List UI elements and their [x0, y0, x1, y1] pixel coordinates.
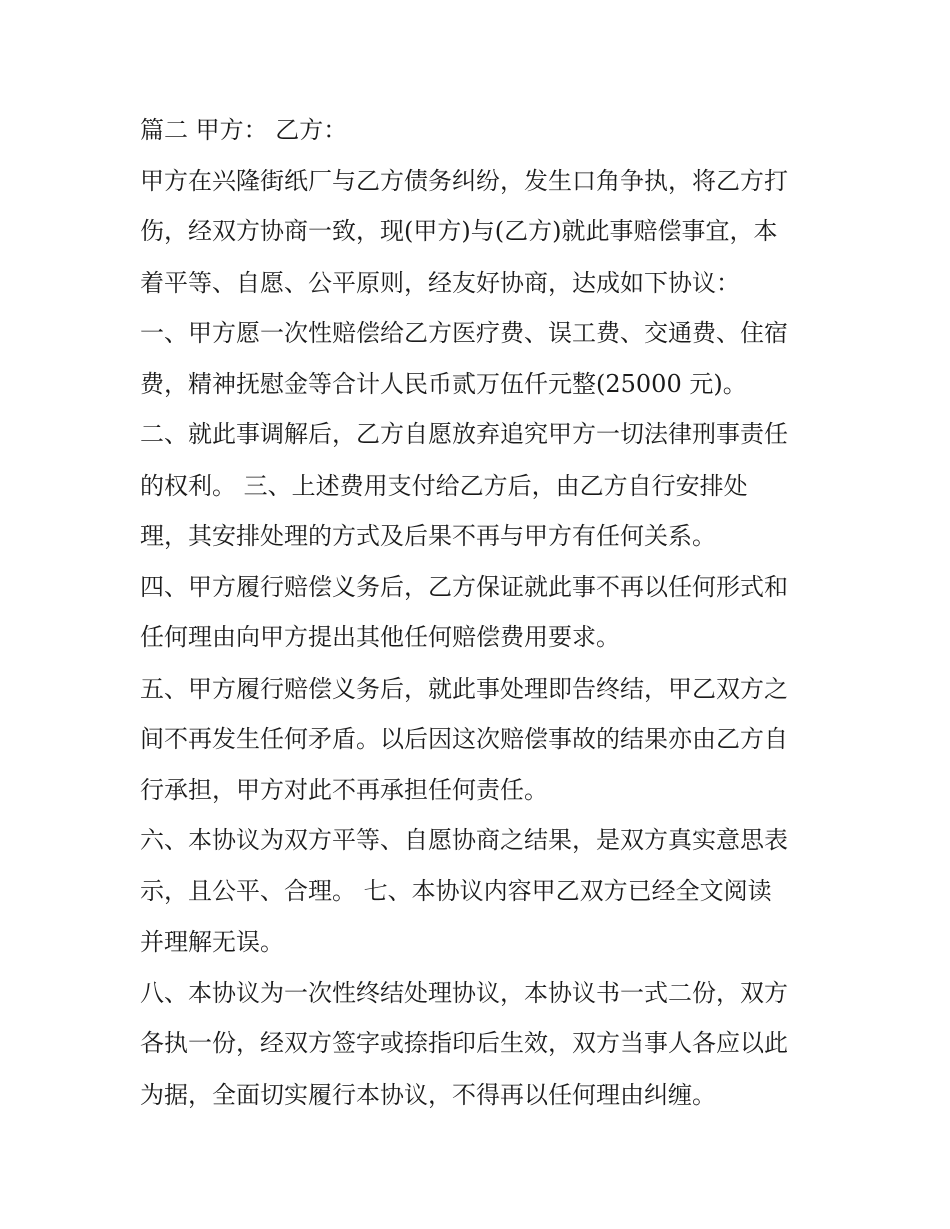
text-line: 间不再发生任何矛盾。以后因这次赔偿事故的结果亦由乙方自 [140, 725, 788, 753]
text-line: 的权利。 三、上述费用支付给乙方后，由乙方自行安排处 [140, 472, 748, 500]
text-line: 理，其安排处理的方式及后果不再与甲方有任何关系。 [140, 522, 716, 550]
clause-5-line: 五、甲方履行赔偿义务后，就此事处理即告终结，甲乙双方之 [140, 675, 788, 703]
text-line: 甲方在兴隆街纸厂与乙方债务纠纷，发生口角争执，将乙方打 [140, 167, 788, 195]
text-line: 并理解无误。 [140, 928, 284, 956]
text-line: 伤，经双方协商一致，现(甲方)与(乙方)就此事赔偿事宜，本 [140, 217, 778, 245]
clause-1-line: 一、甲方愿一次性赔偿给乙方医疗费、误工费、交通费、住宿 [140, 319, 788, 347]
text-line: 示，且公平、合理。 七、本协议内容甲乙双方已经全文阅读 [140, 877, 772, 905]
text-line: 为据，全面切实履行本协议，不得再以任何理由纠缠。 [140, 1081, 716, 1109]
text-line: 各执一份，经双方签字或捺指印后生效，双方当事人各应以此 [140, 1029, 788, 1057]
clause-2-line: 二、就此事调解后，乙方自愿放弃追究甲方一切法律刑事责任 [140, 420, 788, 448]
text-line: 任何理由向甲方提出其他任何赔偿费用要求。 [140, 623, 620, 651]
heading-parties-line: 篇二 甲方： 乙方： [140, 116, 348, 144]
clause-8-line: 八、本协议为一次性终结处理协议，本协议书一式二份，双方 [140, 979, 788, 1007]
text-line: 行承担，甲方对此不再承担任何责任。 [140, 776, 548, 804]
text-line: 费，精神抚慰金等合计人民币贰万伍仟元整(25000 元)。 [140, 370, 747, 398]
clause-6-line: 六、本协议为双方平等、自愿协商之结果，是双方真实意思表 [140, 826, 788, 854]
text-line: 着平等、自愿、公平原则，经友好协商，达成如下协议： [140, 269, 740, 297]
clause-4-line: 四、甲方履行赔偿义务后，乙方保证就此事不再以任何形式和 [140, 573, 788, 601]
